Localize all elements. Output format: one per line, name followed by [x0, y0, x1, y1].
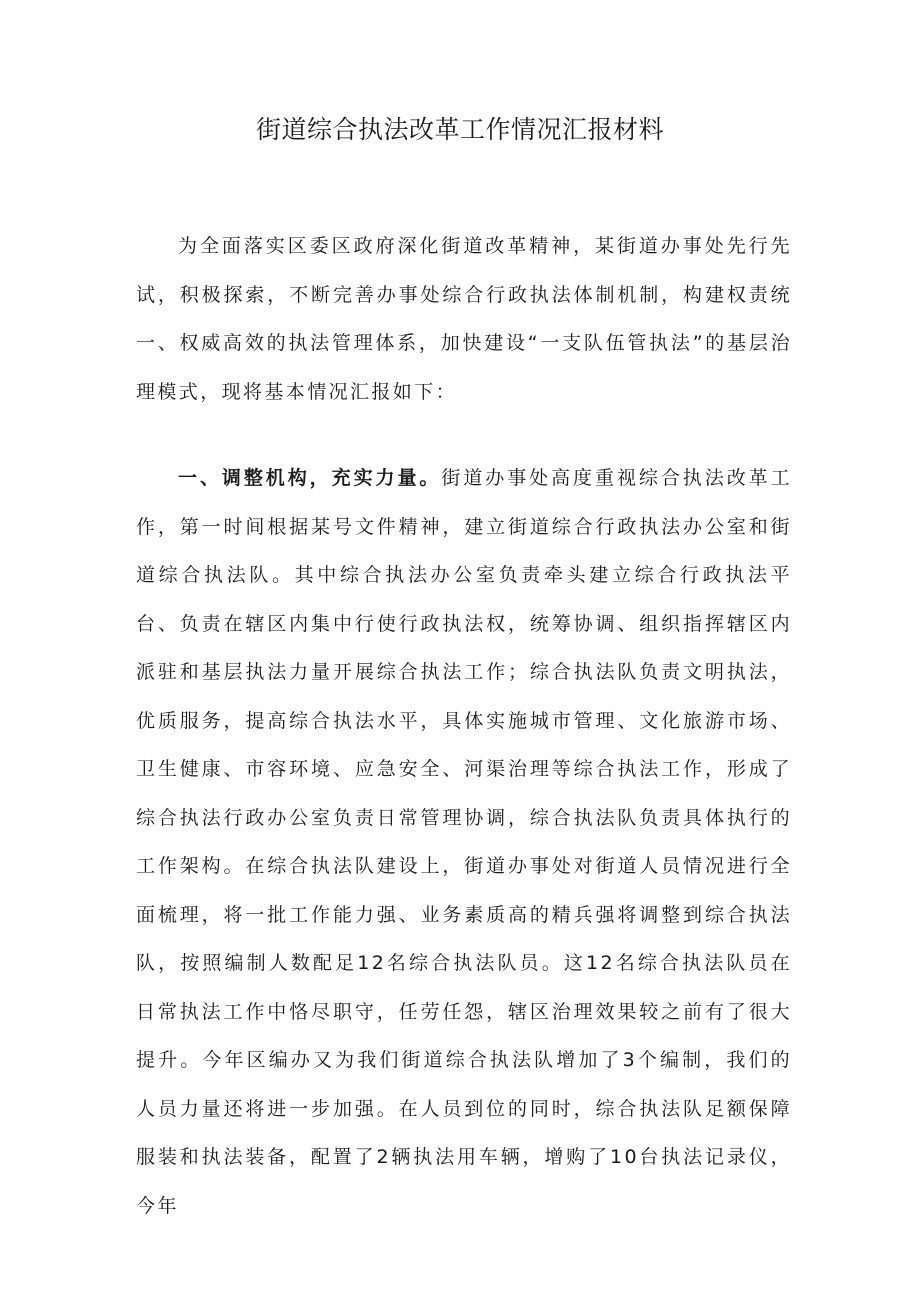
section-1-body: 街道办事处高度重视综合执法改革工作，第一时间根据某号文件精神，建立街道综合行政执法办公室和街道综合执法队。其中综合执法办公室负责牵头建立综合行政执法平台、负责在辖区内集中行使行政执法权，统筹协调、组织指挥辖区内派驻和基层执法力量开展综合执法工作；综合执法队负责文明执法，优质服务，提高综合执法水平，具体实施城市管理、文化旅游市场、卫生健康、市容环境、应急安全、河渠治理等综合执法工作，形成了综合执法行政办公室负责日常管理协调，综合执法队负责具体执行的工作架构。在综合执法队建设上，街道办事处对街道人员情况进行全面梳理，将一批工作能力强、业务素质高的精兵强将调整到综合执法队，按照编制人数配足12名综合执法队员。这12名综合执法队员在日常执法工作中恪尽职守，任劳任怨，辖区治理效果较之前有了很大提升。今年区编办又为我们街道综合执法队增加了3个编制，我们的人员力量还将进一步加强。在人员到位的同时，综合执法队足额保障服装和执法装备，配置了2辆执法用车辆，增购了10台执法记录仪，今年	[136, 467, 792, 1217]
intro-block	[136, 222, 792, 416]
intro-paragraph: 为全面落实区委区政府深化街道改革精神，某街道办事处先行先试，积极探索，不断完善办事处综合行政执法体制机制，构建权责统一、权威高效的执法管理体系，加快建设“一支队伍管执法”的基层治理模式，现将基本情况汇报如下：	[136, 235, 792, 403]
section-1-paragraph	[136, 454, 792, 1230]
document-title: 街道综合执法改革工作情况汇报材料	[255, 115, 664, 144]
section-1-heading: 一、调整机构，充实力量。	[178, 467, 442, 489]
section-1-block	[136, 454, 792, 1230]
